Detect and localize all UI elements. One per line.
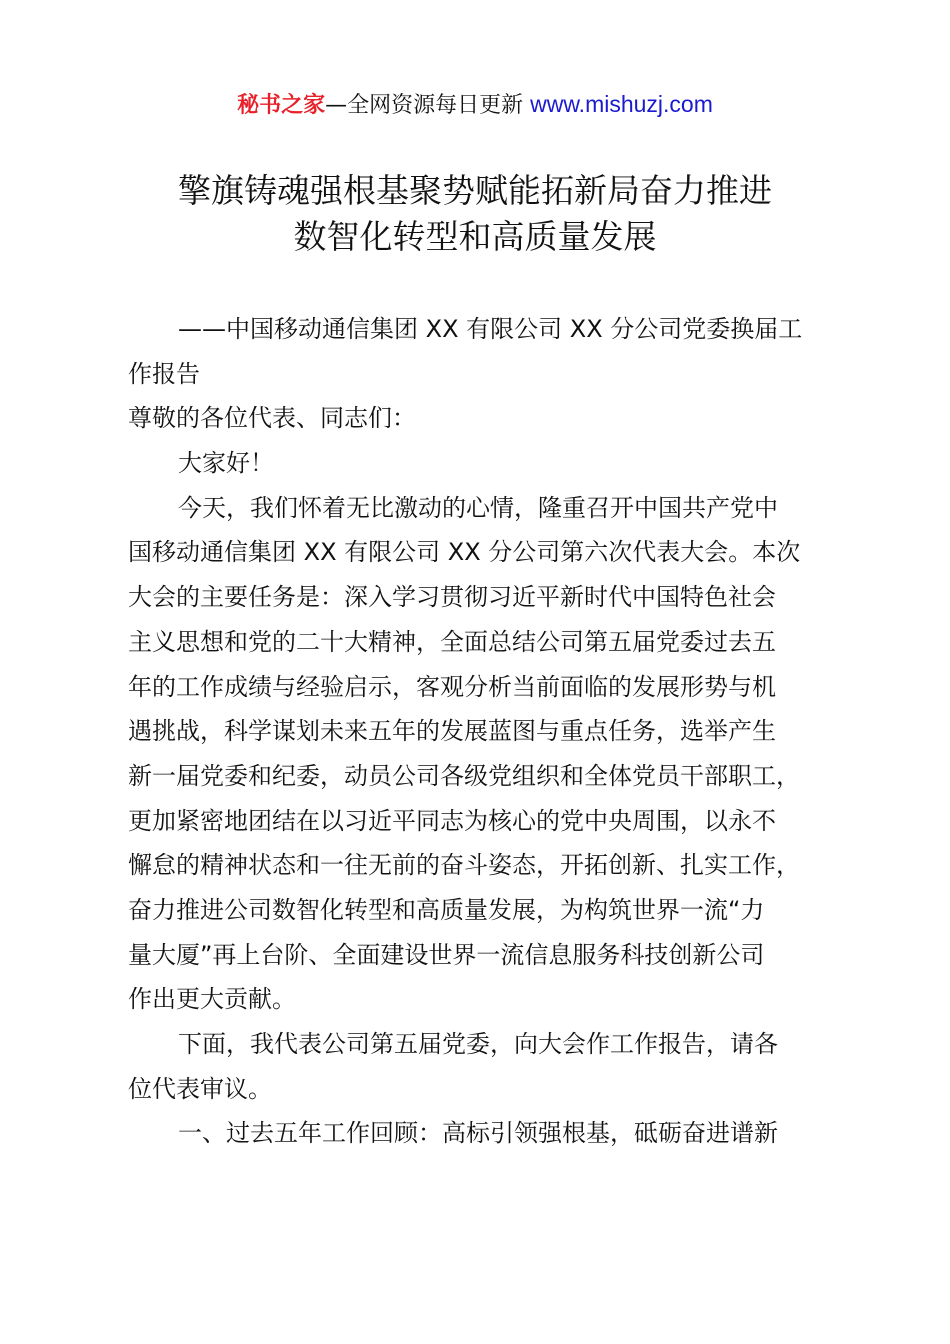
slogan: —全网资源每日更新 xyxy=(325,93,531,118)
salutation: 尊敬的各位代表、同志们： xyxy=(128,404,416,433)
paragraph-line: 年的工作成绩与经验启示，客观分析当前面临的发展形势与机 xyxy=(128,672,776,701)
paragraph-line: 国移动通信集团 XX 有限公司 XX 分公司第六次代表大会。本次 xyxy=(128,538,801,567)
title-line-2: 数智化转型和高质量发展 xyxy=(293,217,657,256)
paragraph-line: 更加紧密地团结在以习近平同志为核心的党中央周围，以永不 xyxy=(128,806,776,835)
subtitle-line: 作报告 xyxy=(128,359,200,388)
paragraph-line: 位代表审议。 xyxy=(128,1074,272,1103)
paragraph-line: 量大厦”再上台阶、全面建设世界一流信息服务科技创新公司 xyxy=(128,940,765,969)
brand-name: 秘书之家 xyxy=(237,93,326,118)
title-line-1: 擎旗铸魂强根基聚势赋能拓新局奋力推进 xyxy=(178,171,772,210)
document-body xyxy=(128,307,848,1156)
paragraph-line: 遇挑战，科学谋划未来五年的发展蓝图与重点任务，选举产生 xyxy=(128,717,776,746)
section-heading: 一、过去五年工作回顾：高标引领强根基，砥砺奋进谱新 xyxy=(178,1119,778,1148)
subtitle-line: ——中国移动通信集团 XX 有限公司 XX 分公司党委换届工 xyxy=(178,315,803,343)
paragraph-line: 作出更大贡献。 xyxy=(128,985,296,1014)
site-header xyxy=(0,88,950,122)
paragraph-line: 大会的主要任务是：深入学习贯彻习近平新时代中国特色社会 xyxy=(128,583,776,612)
paragraph-line: 新一届党委和纪委，动员公司各级党组织和全体党员干部职工， xyxy=(128,761,800,790)
paragraph-line: 主义思想和党的二十大精神，全面总结公司第五届党委过去五 xyxy=(128,627,776,656)
paragraph-line: 奋力推进公司数智化转型和高质量发展，为构筑世界一流“力 xyxy=(128,895,765,924)
document-title xyxy=(0,168,950,260)
greeting: 大家好！ xyxy=(178,449,274,478)
paragraph-line: 懈怠的精神状态和一往无前的奋斗姿态，开拓创新、扎实工作， xyxy=(128,851,800,880)
paragraph-line: 今天，我们怀着无比激动的心情，隆重召开中国共产党中 xyxy=(178,493,778,522)
site-url-link[interactable]: www.mishuzj.com xyxy=(530,91,713,117)
paragraph-line: 下面，我代表公司第五届党委，向大会作工作报告，请各 xyxy=(178,1030,778,1058)
